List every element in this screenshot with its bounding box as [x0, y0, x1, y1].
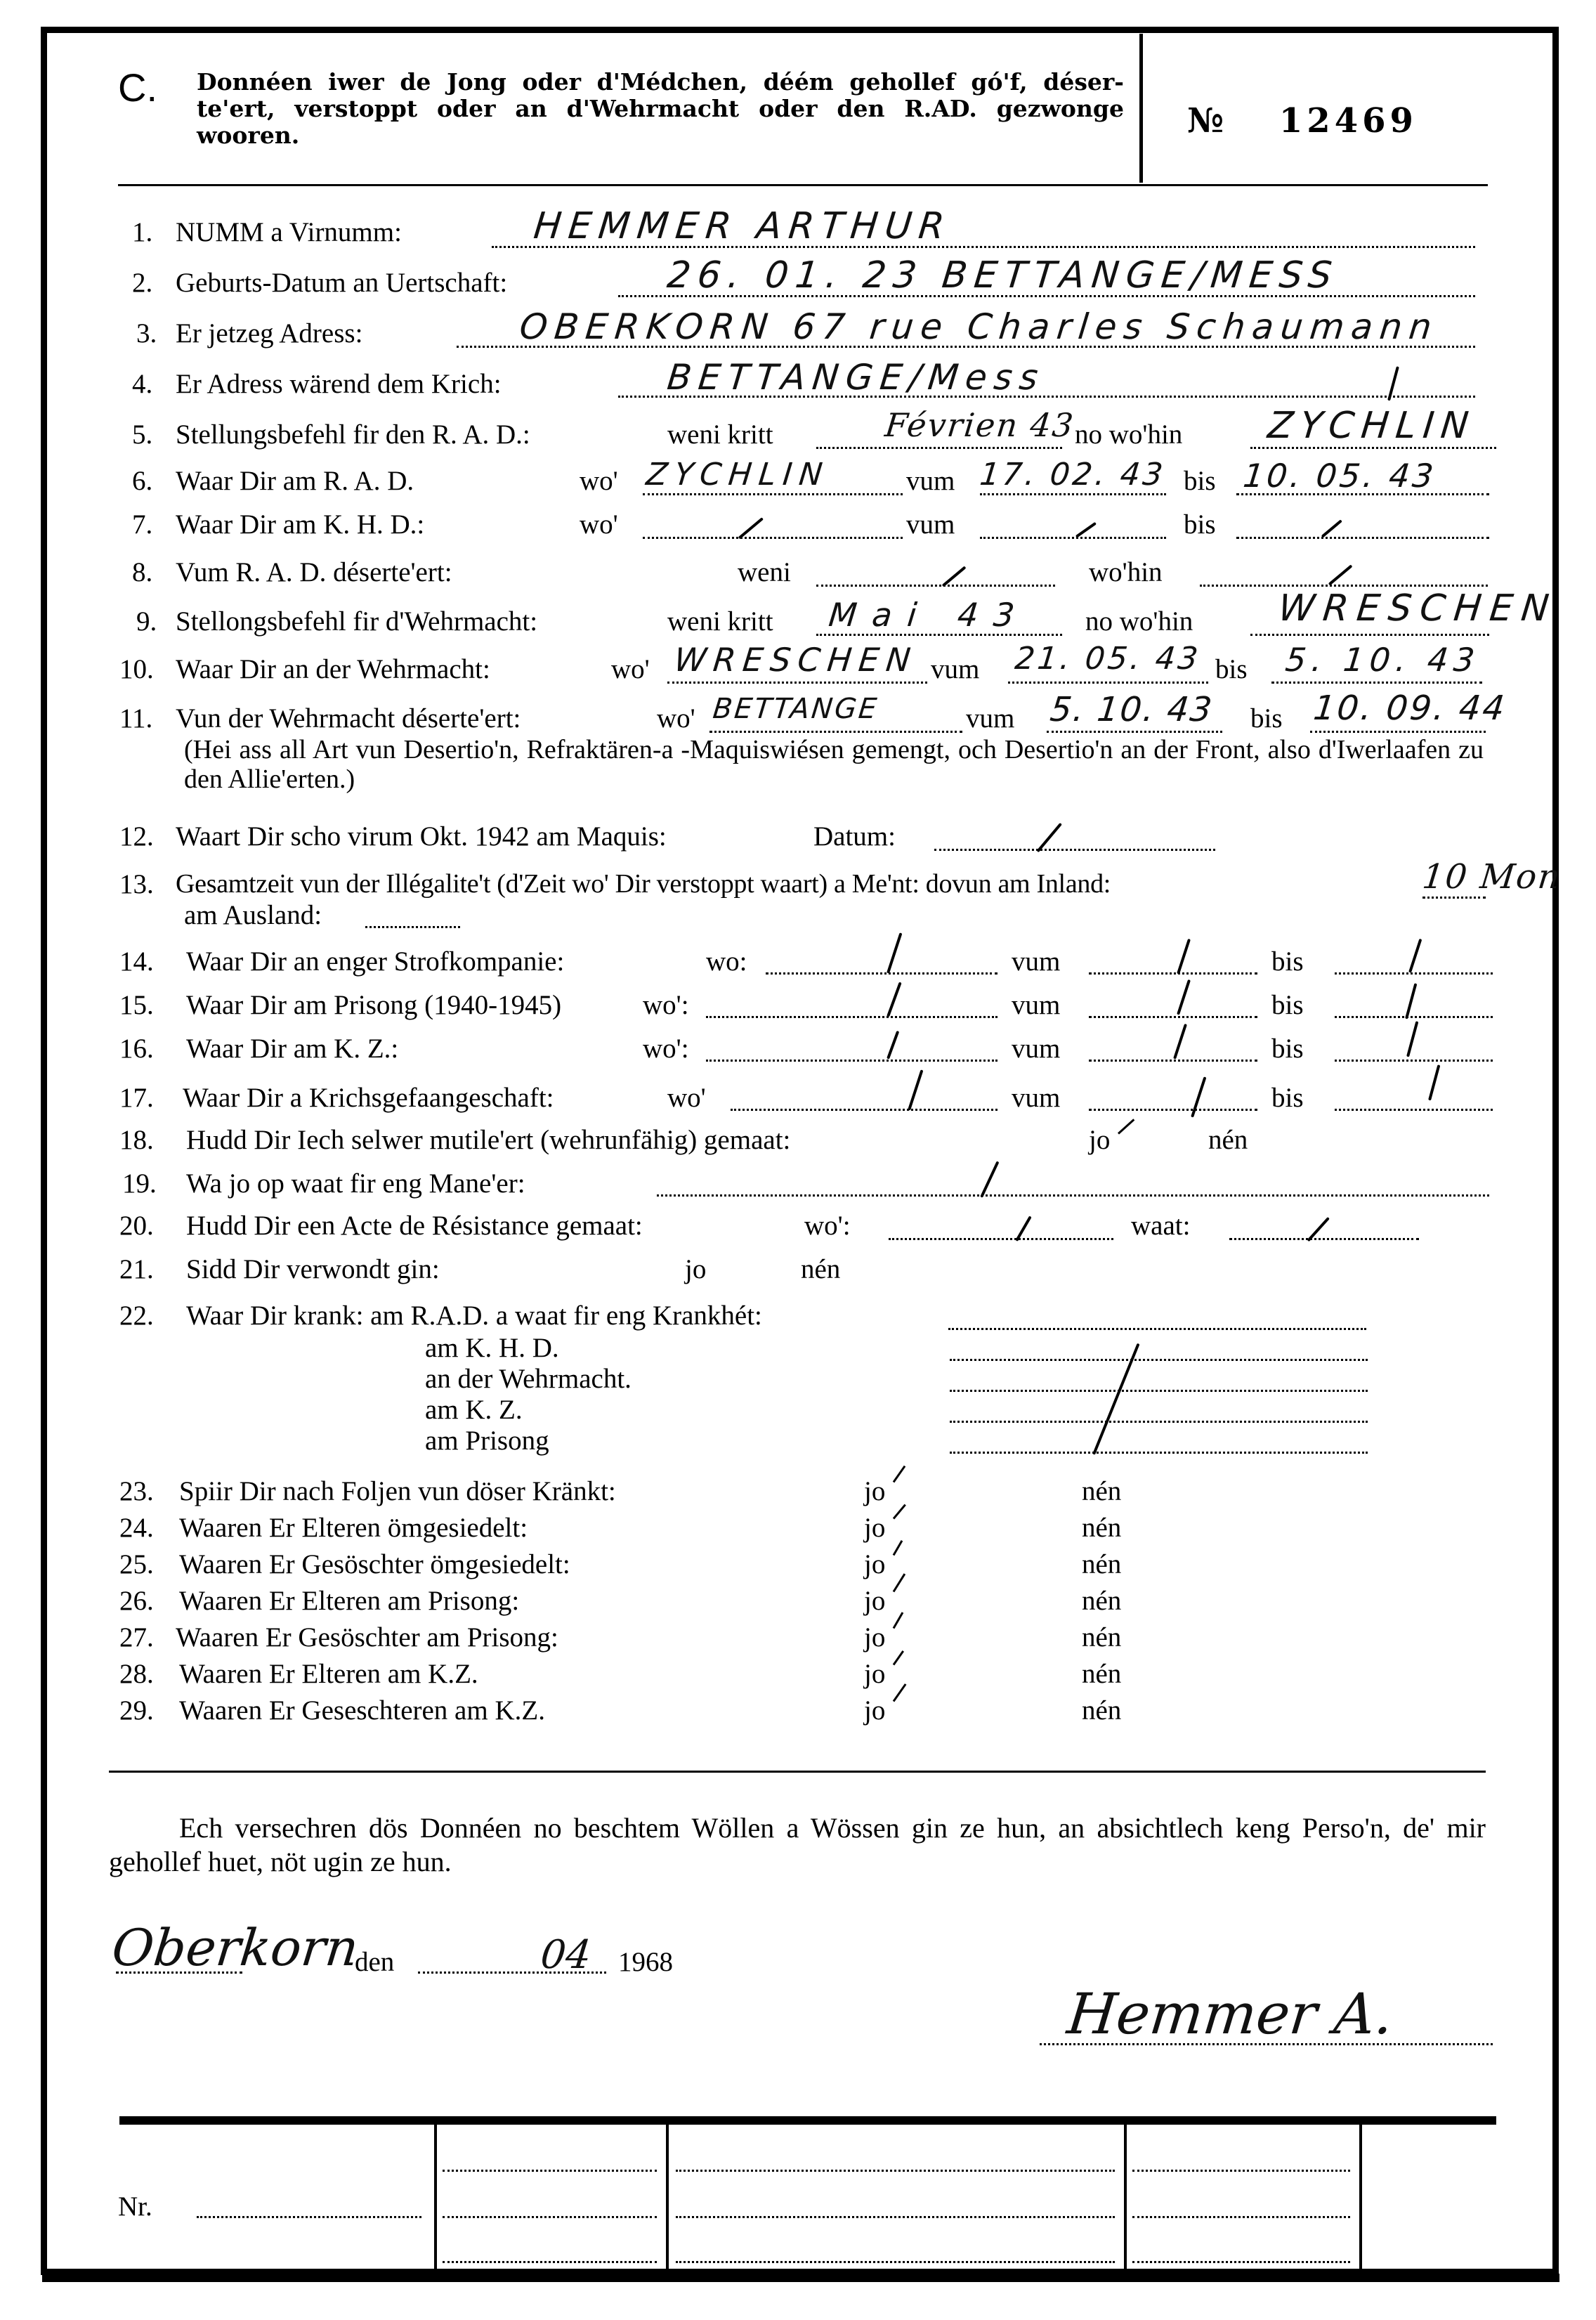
to-label: bis	[1250, 703, 1283, 734]
rad-from-field[interactable]	[980, 493, 1166, 495]
rad-destination: ZYCHLIN	[1265, 405, 1478, 447]
item-label: Er jetzeg Adress:	[176, 318, 363, 348]
item-label: Waar Dir am K. Z.:	[186, 1034, 399, 1064]
item-label: Waaren Er Gesöschter am Prisong:	[176, 1622, 558, 1653]
penal-from-field[interactable]	[1089, 972, 1257, 975]
section-letter: C.	[118, 65, 157, 110]
rad-where-field[interactable]	[643, 493, 903, 495]
item-number: 13.	[119, 869, 154, 899]
item-number: 12.	[119, 821, 154, 852]
number-value: 12469	[1278, 101, 1418, 141]
table-field[interactable]	[443, 2216, 657, 2218]
to-label: bis	[1215, 654, 1248, 684]
from-label: vum	[1012, 946, 1061, 977]
yes-option[interactable]: jo	[864, 1513, 886, 1543]
table-field[interactable]	[443, 2261, 657, 2263]
item-number: 15.	[119, 990, 154, 1020]
nr-label: Nr.	[118, 2191, 152, 2222]
wehrmacht-order-date: Mai 43	[827, 596, 1032, 634]
item-number: 11.	[119, 703, 153, 734]
declaration-text: Ech versechren dös Donnéen no beschtem Wöllen a Wössen gin ze hun, an absichtlech keng Perso'n, de' mir gehollef huet, nöt ugin ze hun.	[109, 1812, 1486, 1877]
sublabel-prison: am Prisong	[425, 1426, 549, 1456]
item-label: Waart Dir scho virum Okt. 1942 am Maquis:	[176, 821, 667, 852]
wehrmacht-where: WRESCHEN	[672, 641, 920, 679]
abroad-duration-field[interactable]	[365, 926, 460, 928]
wehrmacht-to: 5. 10. 43	[1283, 641, 1482, 679]
wehrmacht-destination: WRESCHEN	[1276, 587, 1559, 630]
table-field[interactable]	[676, 2261, 1115, 2263]
item-label: Waar Dir am Prisong (1940-1945)	[186, 990, 562, 1020]
item-label: Hudd Dir Iech selwer mutile'ert (wehrunfähig) gemaat:	[186, 1125, 791, 1155]
where-label: wo':	[643, 1034, 689, 1064]
kz-to-field[interactable]	[1335, 1060, 1493, 1062]
item-label: Waar Dir an enger Strofkompanie:	[186, 946, 565, 977]
column-divider	[434, 2125, 437, 2274]
item-label: Waaren Er Elteren am Prisong:	[179, 1586, 520, 1616]
item-number: 1.	[132, 217, 153, 247]
column-divider	[1124, 2125, 1127, 2274]
item-label: Wa jo op waat fir eng Mane'er:	[186, 1168, 525, 1199]
table-field[interactable]	[676, 2216, 1115, 2218]
abroad-label: am Ausland:	[184, 900, 322, 930]
resistance-where-field[interactable]	[889, 1238, 1113, 1240]
where-label: no wo'hin	[1075, 419, 1183, 450]
rad-order-date: Févrien 43	[883, 406, 1077, 444]
item-label: Waar Dir krank: am R.A.D. a waat fir eng Krankhét:	[186, 1301, 762, 1331]
pow-where-field[interactable]	[731, 1109, 998, 1111]
when-label: weni kritt	[667, 419, 773, 450]
item-number: 4.	[132, 369, 153, 399]
pow-from-field[interactable]	[1089, 1109, 1257, 1111]
illness-rad-field[interactable]	[948, 1328, 1366, 1330]
where-label: wo'	[667, 1083, 706, 1113]
wehrmacht-destination-field[interactable]	[1250, 634, 1489, 636]
wehrmacht-where-field[interactable]	[667, 682, 927, 684]
yes-option[interactable]: jo	[864, 1659, 886, 1689]
where-label: wo'	[580, 509, 618, 540]
table-field[interactable]	[676, 2170, 1115, 2172]
illness-kz-field[interactable]	[950, 1421, 1368, 1423]
wehrmacht-from-field[interactable]	[1008, 682, 1208, 684]
where-label: wo'	[611, 654, 650, 684]
rad-desert-when-field[interactable]	[816, 585, 1055, 587]
no-option[interactable]: nén	[1082, 1586, 1122, 1616]
item-number: 19.	[122, 1168, 157, 1199]
date-label: Datum:	[813, 821, 896, 852]
to-label: bis	[1184, 509, 1216, 540]
resistance-what-field[interactable]	[1229, 1238, 1419, 1240]
signature: Hemmer A.	[1064, 1981, 1396, 2047]
desertion-to: 10. 09. 44	[1312, 689, 1509, 728]
illness-prison-field[interactable]	[950, 1452, 1368, 1454]
table-field[interactable]	[443, 2170, 657, 2172]
illness-khd-field[interactable]	[950, 1359, 1368, 1361]
from-label: vum	[931, 654, 980, 684]
name-answer: HEMMER ARTHUR	[531, 205, 954, 247]
item-number: 2.	[132, 268, 153, 298]
desertion-to-field[interactable]	[1310, 731, 1486, 733]
prison-to-field[interactable]	[1335, 1016, 1493, 1018]
no-option[interactable]: nén	[1082, 1513, 1122, 1543]
no-option[interactable]: nén	[1208, 1125, 1248, 1155]
item-label: Geburts-Datum an Uertschaft:	[176, 268, 508, 298]
yes-option[interactable]: jo	[864, 1622, 886, 1653]
item-label: Hudd Dir een Acte de Résistance gemaat:	[186, 1211, 643, 1241]
table-field[interactable]	[1132, 2170, 1350, 2172]
item-number: 3.	[136, 318, 157, 348]
item-number: 16.	[119, 1034, 154, 1064]
desertion-from-field[interactable]	[1047, 731, 1222, 733]
item-label: Waaren Er Geseschteren am K.Z.	[179, 1695, 545, 1726]
item-label: Waaren Er Elteren ömgesiedelt:	[179, 1513, 528, 1543]
footer-bottom-rule	[42, 2274, 1559, 2282]
item-number: 23.	[119, 1476, 154, 1506]
item-number: 10.	[119, 654, 154, 684]
desertion-note: (Hei ass all Art vun Desertio'n, Refraktären-a -Maquiswiésen gemengt, och Desertio'n an der Front, also d'Iwerlaafen zu den Allie'erten.)	[184, 735, 1484, 794]
rad-order-date-field[interactable]	[816, 447, 1062, 449]
item-number: 22.	[119, 1301, 154, 1331]
item-number: 8.	[132, 557, 153, 587]
penal-to-field[interactable]	[1335, 972, 1493, 975]
item-number: 6.	[132, 466, 153, 496]
from-label: vum	[1012, 1034, 1061, 1064]
signing-year: 1968	[618, 1947, 673, 1977]
signing-day: 04	[538, 1932, 594, 1978]
no-option[interactable]: nén	[1082, 1549, 1122, 1579]
khd-to-field[interactable]	[1236, 537, 1489, 539]
when-label: weni	[738, 557, 791, 587]
column-divider	[666, 2125, 669, 2274]
item-number: 7.	[132, 509, 153, 540]
penal-where-field[interactable]	[766, 972, 998, 975]
rad-destination-field[interactable]	[1250, 447, 1496, 449]
item-label: Vun der Wehrmacht déserte'ert:	[176, 703, 521, 734]
no-option[interactable]: nén	[801, 1254, 841, 1284]
when-label: weni kritt	[667, 606, 773, 637]
number-symbol: №	[1187, 101, 1229, 141]
sublabel-khd: am K. H. D.	[425, 1333, 559, 1363]
item-number: 20.	[119, 1211, 154, 1241]
table-field[interactable]	[1132, 2261, 1350, 2263]
khd-from-field[interactable]	[980, 537, 1166, 539]
item-number: 9.	[136, 606, 157, 637]
no-option[interactable]: nén	[1082, 1659, 1122, 1689]
from-label: vum	[1012, 1083, 1061, 1113]
item-number: 5.	[132, 419, 153, 450]
where-label: no wo'hin	[1085, 606, 1193, 637]
item-label: Waaren Er Gesöschter ömgesiedelt:	[179, 1549, 570, 1579]
item-number: 25.	[119, 1549, 154, 1579]
prison-from-field[interactable]	[1089, 1016, 1257, 1018]
to-label: bis	[1271, 990, 1304, 1020]
wehrmacht-to-field[interactable]	[1271, 682, 1482, 684]
to-label: bis	[1184, 466, 1216, 496]
pow-to-field[interactable]	[1335, 1109, 1493, 1111]
item-number: 24.	[119, 1513, 154, 1543]
header-rule	[118, 184, 1488, 186]
yes-option[interactable]: jo	[685, 1254, 707, 1284]
no-option[interactable]: nén	[1082, 1695, 1122, 1726]
item-label: Waar Dir an der Wehrmacht:	[176, 654, 490, 684]
no-option[interactable]: nén	[1082, 1622, 1122, 1653]
item-number: 14.	[119, 946, 154, 977]
item-number: 21.	[119, 1254, 154, 1284]
item-label: Stellungsbefehl fir den R. A. D.:	[176, 419, 530, 450]
signing-place: Oberkorn	[109, 1918, 362, 1977]
footer-top-rule	[119, 2116, 1496, 2125]
where-label: wo:	[706, 946, 747, 977]
yes-option[interactable]: jo	[864, 1586, 886, 1616]
yes-option[interactable]: jo	[864, 1549, 886, 1579]
to-label: bis	[1271, 1083, 1304, 1113]
item-number: 27.	[119, 1622, 154, 1653]
khd-where-field[interactable]	[643, 537, 903, 539]
nr-field[interactable]	[197, 2216, 421, 2218]
yes-option[interactable]: jo	[1089, 1125, 1111, 1155]
where-label: wo'	[657, 703, 695, 734]
yes-option[interactable]: jo	[864, 1695, 886, 1726]
item-label: Sidd Dir verwondt gin:	[186, 1254, 440, 1284]
item-number: 18.	[119, 1125, 154, 1155]
what-label: waat:	[1131, 1211, 1191, 1241]
rad-desert-where-field[interactable]	[1200, 585, 1488, 587]
kz-from-field[interactable]	[1089, 1060, 1257, 1062]
table-field[interactable]	[1132, 2216, 1350, 2218]
wehrmacht-from: 21. 05. 43	[1013, 641, 1203, 677]
item-label: Vum R. A. D. déserte'ert:	[176, 557, 452, 587]
war-address-answer: BETTANGE/Mess	[665, 357, 1047, 398]
desertion-where: BETTANGE	[711, 693, 880, 725]
inland-duration-field[interactable]	[1422, 897, 1486, 899]
item-label: Gesamtzeit vun der Illégalite't (d'Zeit wo' Dir verstoppt waart) a Me'nt: dovun am Inland:	[176, 869, 1111, 899]
column-divider	[1359, 2125, 1362, 2274]
item-label: Waar Dir am R. A. D.	[176, 466, 414, 496]
where-label: wo'	[580, 466, 618, 496]
wehrmacht-order-date-field[interactable]	[816, 634, 1062, 636]
from-label: vum	[1012, 990, 1061, 1020]
sublabel-kz: am K. Z.	[425, 1395, 523, 1425]
item-label: Waar Dir a Krichsgefaangeschaft:	[183, 1083, 554, 1113]
form-title: Donnéen iwer de Jong oder d'Médchen, déém gehollef gó'f, déser-te'ert, verstoppt oder an d'Wehrmacht oder den R.AD. gezwonge wooren.	[197, 68, 1124, 149]
yes-option[interactable]: jo	[864, 1476, 886, 1506]
item-label: Waar Dir am K. H. D.:	[176, 509, 425, 540]
from-label: vum	[906, 466, 955, 496]
item-label: Er Adress wärend dem Krich:	[176, 369, 502, 399]
desertion-where-field[interactable]	[709, 731, 962, 733]
from-label: vum	[906, 509, 955, 540]
where-label: wo'hin	[1089, 557, 1163, 587]
from-label: vum	[966, 703, 1015, 734]
birth-answer: 26. 01. 23 BETTANGE/MESS	[665, 254, 1341, 296]
den-label: den	[355, 1947, 395, 1977]
illness-wehrmacht-field[interactable]	[950, 1390, 1368, 1392]
maquis-date-field[interactable]	[934, 849, 1215, 851]
form-number	[1187, 101, 1418, 141]
header-divider	[1139, 34, 1143, 183]
to-label: bis	[1271, 1034, 1304, 1064]
desertion-from: 5. 10. 43	[1048, 690, 1215, 729]
item-label: NUMM a Virnumm:	[176, 217, 402, 247]
mutilation-method-field[interactable]	[657, 1194, 1489, 1197]
item-number: 17.	[119, 1083, 154, 1113]
item-number: 26.	[119, 1586, 154, 1616]
item-number: 28.	[119, 1659, 154, 1689]
where-label: wo':	[643, 990, 689, 1020]
inland-duration: 10 Mon	[1420, 857, 1564, 897]
no-option[interactable]: nén	[1082, 1476, 1122, 1506]
rad-where: ZYCHLIN	[644, 457, 832, 493]
section-divider	[109, 1771, 1486, 1773]
where-label: wo':	[804, 1211, 851, 1241]
item-label: Stellongsbefehl fir d'Wehrmacht:	[176, 606, 538, 637]
current-address-answer: OBERKORN 67 rue Charles Schaumann	[517, 306, 1441, 347]
item-label: Waaren Er Elteren am K.Z.	[179, 1659, 478, 1689]
rad-to: 10. 05. 43	[1241, 457, 1438, 495]
rad-from: 17. 02. 43	[978, 457, 1167, 493]
to-label: bis	[1271, 946, 1304, 977]
sublabel-wehrmacht: an der Wehrmacht.	[425, 1364, 632, 1394]
item-number: 29.	[119, 1695, 154, 1726]
item-label: Spiir Dir nach Foljen vun döser Kränkt:	[179, 1476, 616, 1506]
kz-where-field[interactable]	[706, 1060, 998, 1062]
prison-where-field[interactable]	[706, 1016, 998, 1018]
